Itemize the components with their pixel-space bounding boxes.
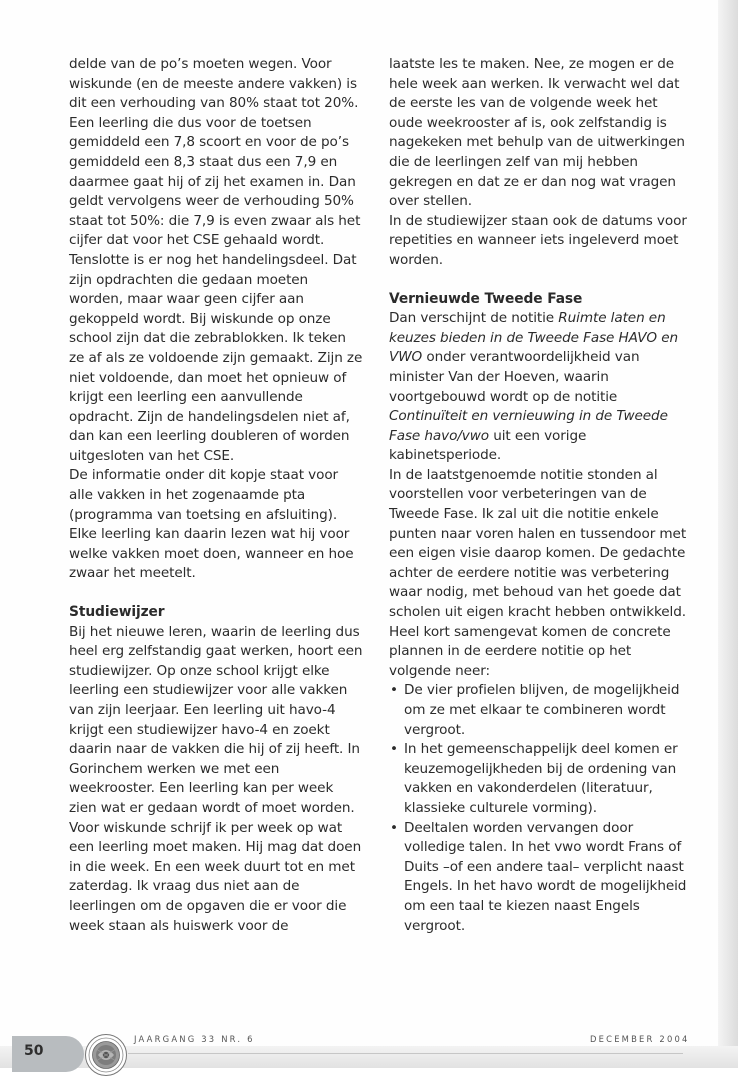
journal-issue: JAARGANG 33 NR. 6 [134, 1034, 255, 1044]
bullet-list [389, 681, 687, 936]
list-item: • In het gemeenschappelijk deel komen er keuzemogelijkheden bij de ordening van vakken en vakonderdelen (literatuur, klassieke culturele vorming). [389, 740, 687, 818]
footer-rule [128, 1053, 683, 1054]
left-paragraph-1: delde van de po’s moeten wegen. Voor wiskunde (en de meeste andere vakken) is dit een verhouding van 80% staat tot 20%. Een leerling die dus voor de toetsen gemiddeld een 7,8 scoort en voor de po’s gemiddeld een 8,3 staat dus een 7,9 en daarmee gaat hij of zij het examen in. Dan geldt vervolgens weer de verhouding 50% staat tot 50%: die 7,9 is even zwaar als het cijfer dat voor het CSE gehaald wordt. Tenslotte is er nog het handelingsdeel. Dat zijn opdrachten die gedaan moeten worden, maar waar geen cijfer aan gekoppeld wordt. Bij wiskunde op onze school zijn dat die zebrablokken. Ik teken ze af als ze voldoende zijn gemaakt. Zijn ze niet voldoende, dan moet het opnieuw of krijgt een leerling een aanvullende opdracht. Zijn de handelingsdelen niet af, dan kan een leerling doubleren of worden uitgesloten van het CSE. [69, 56, 363, 464]
section-heading-vernieuwde-tweede-fase: Vernieuwde Tweede Fase [389, 290, 583, 307]
page-edge-shadow [718, 0, 738, 1068]
publication-title-1: Ruimte laten en keuzes bieden in de Tweede Fase HAVO en VWO [389, 310, 678, 366]
page-number: 50 [24, 1043, 44, 1059]
right-paragraph-4: In de laatstgenoemde notitie stonden al voorstellen voor verbeteringen van de Tweede Fase. Ik zal uit die notitie enkele punten naar voren halen en tussendoor met een eigen visie daarop komen. De gedachte achter de eerdere notitie was verbetering waar nodig, met behoud van het goede dat scholen uit eigen kracht hebben ontwikkeld. [389, 466, 687, 621]
left-column [69, 55, 363, 936]
right-paragraph-1: laatste les te maken. Nee, ze mogen er de hele week aan werken. Ik verwacht wel dat de eerste les van de volgende week het oude weekrooster af is, ook zelfstandig is nagekeken met behulp van de uitwerkingen die de leerlingen zelf van mij hebben gekregen en dat ze er dan nog wat vragen over stellen. [389, 56, 685, 210]
journal-seal-icon [84, 1033, 128, 1077]
issue-date: DECEMBER 2004 [590, 1034, 690, 1044]
list-item: • Deeltalen worden vervangen door volledige talen. In het vwo wordt Frans of Duits –of een andere taal– verplicht naast Engels. In het havo wordt de mogelijkheid om een taal te kiezen naast Engels vergroot. [389, 819, 687, 937]
left-paragraph-2: De informatie onder dit kopje staat voor alle vakken in het zogenaamde pta (programma van toetsing en afsluiting). Elke leerling kan daarin lezen wat hij voor welke vakken moet doen, wanneer en hoe zwaar het meetelt. [69, 467, 354, 582]
right-paragraph-3 [389, 309, 687, 466]
spacer [389, 271, 687, 290]
right-column [389, 55, 687, 936]
right-paragraph-2: In de studiewijzer staan ook de datums voor repetities en wanneer iets ingeleverd moet worden. [389, 212, 687, 268]
publication-title-2: Continuïteit en vernieuwing in de Tweede Fase havo/vwo [389, 408, 668, 444]
list-item: • De vier profielen blijven, de mogelijkheid om ze met elkaar te combineren wordt vergroot. [389, 681, 687, 740]
right-paragraph-5: Heel kort samengevat komen de concrete plannen in de eerdere notitie op het volgende neer: [389, 623, 671, 679]
text-run: uit een vorige kabinetsperiode. [389, 427, 587, 464]
spacer [69, 584, 363, 603]
section-heading-studiewijzer: Studiewijzer [69, 604, 165, 621]
text-run: onder verantwoordelijkheid van minister Van der Hoeven, waarin voortgebouwd wordt op de notitie [389, 349, 640, 405]
left-paragraph-3: Bij het nieuwe leren, waarin de leerling dus heel erg zelfstandig gaat werken, hoort een studiewijzer. Op onze school krijgt elke leerling een studiewijzer voor alle vakken van zijn leerjaar. Een leerling uit havo-4 krijgt een studiewijzer havo-4 en zoekt daarin naar de vakken die hij of zij heeft. In Gorinchem werken we met een weekrooster. Een leerling kan per week zien wat er gedaan wordt of moet worden. Voor wiskunde schrijf ik per week op wat een leerling moet maken. Hij mag dat doen in die week. En een week duurt tot en met zaterdag. Ik vraag dus niet aan de leerlingen om de opgaven die er voor die week staan als huiswerk voor de [69, 623, 363, 934]
page-number-tab [12, 1036, 84, 1072]
text-run: Dan verschijnt de notitie [389, 310, 559, 327]
